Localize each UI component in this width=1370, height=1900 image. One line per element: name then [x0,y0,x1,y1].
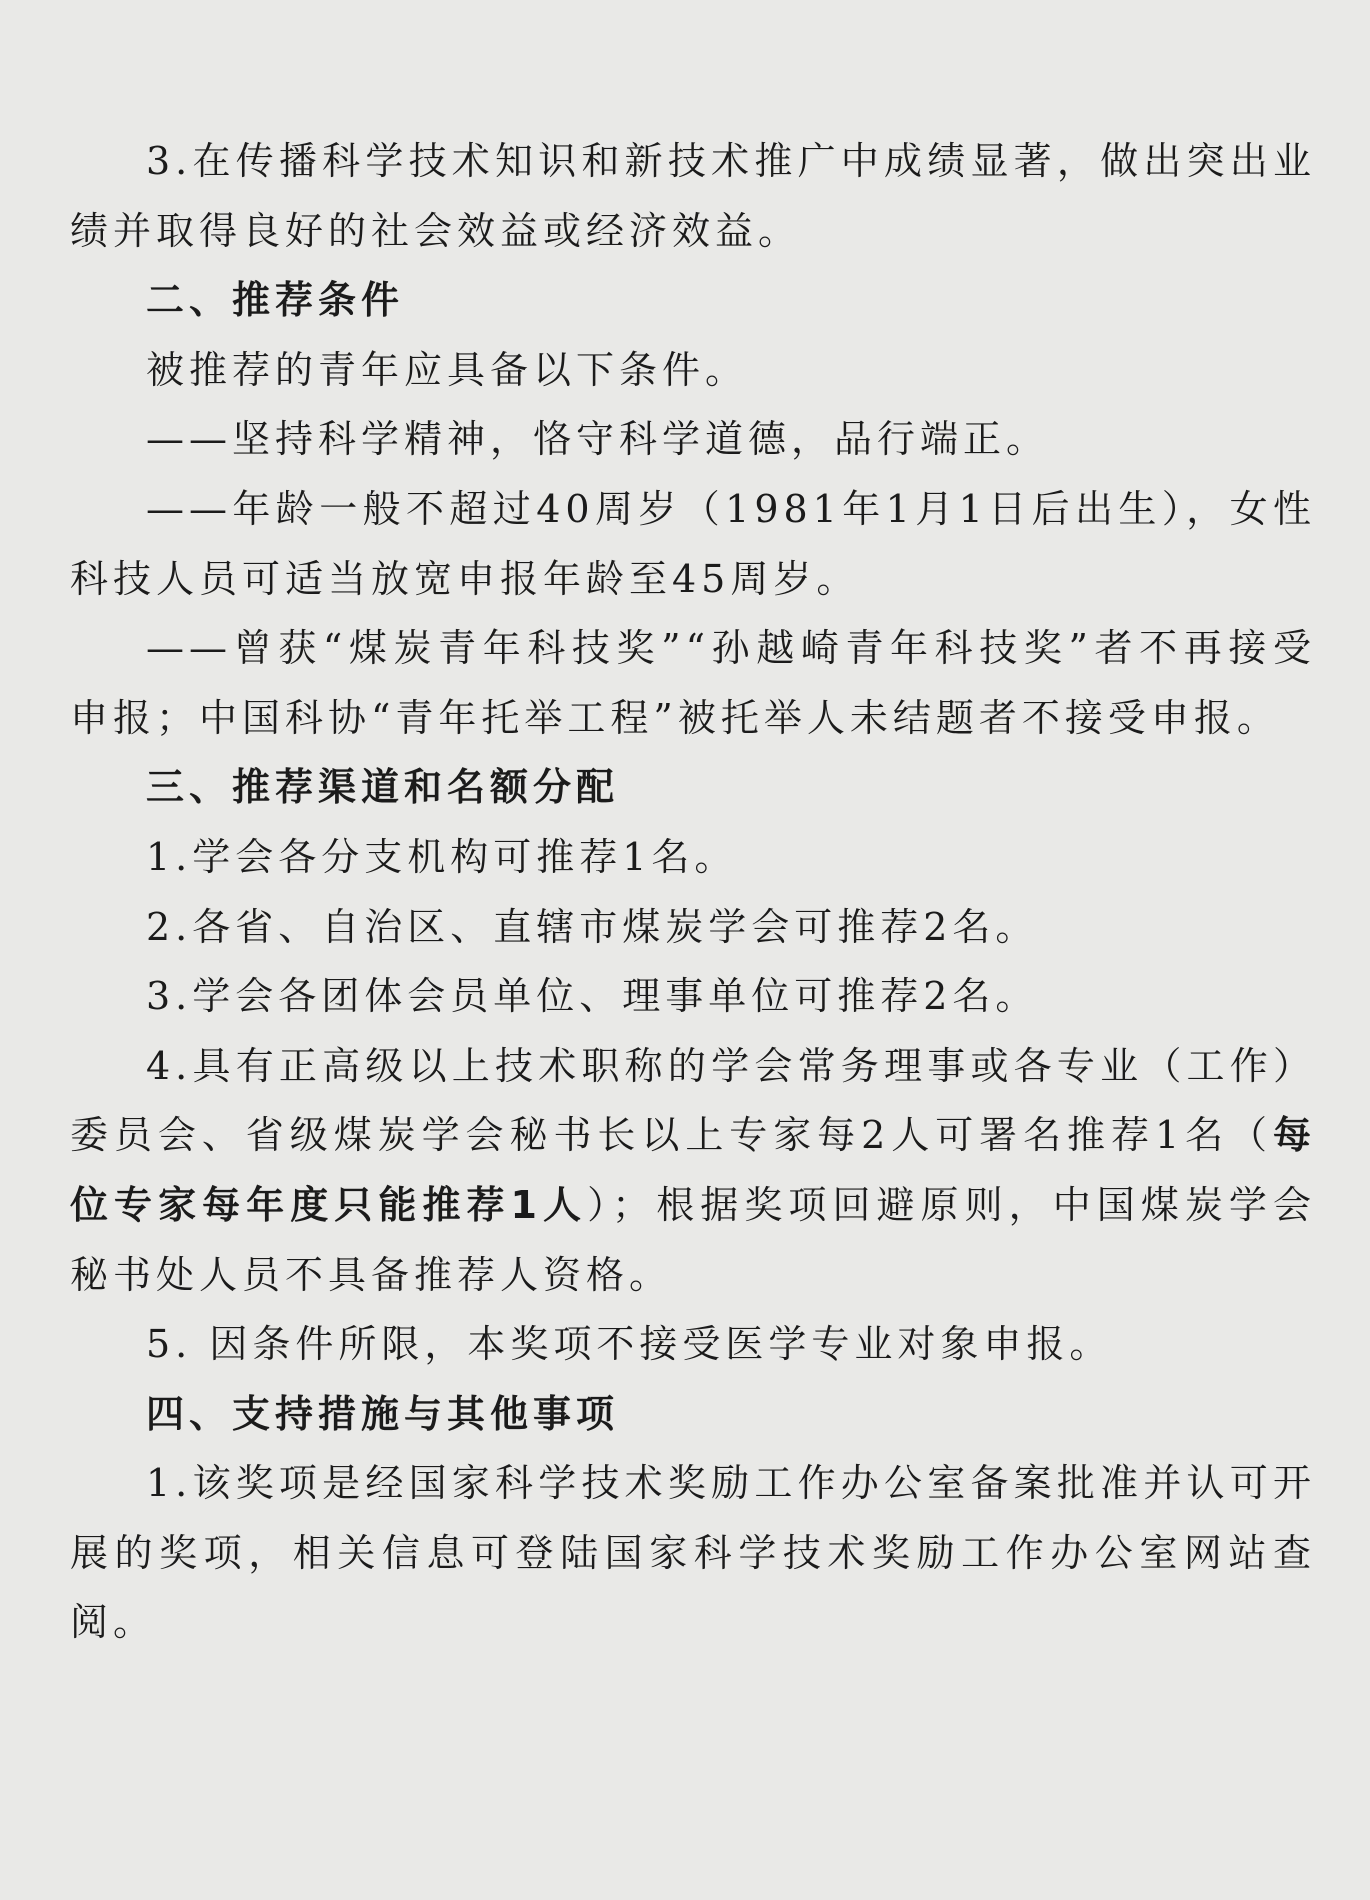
paragraph-item-3: 3.在传播科学技术知识和新技术推广中成绩显著，做出突出业绩并取得良好的社会效益或经济效益。 [70,139,1316,253]
paragraph-condition-ethics: ——坚持科学精神，恪守科学道德，品行端正。 [146,417,1050,462]
paragraph-quota-1: 1.学会各分支机构可推荐1名。 [146,834,738,879]
paragraph-quota-2: 2.各省、自治区、直辖市煤炭学会可推荐2名。 [146,904,1039,949]
paragraph-quota-3: 3.学会各团体会员单位、理事单位可推荐2名。 [146,974,1039,1019]
paragraph-quota-4-text-before: 4.具有正高级以上技术职称的学会常务理事或各专业（工作）委员会、省级煤炭学会秘书长以上专家每2人可署名推荐1名（ [70,1043,1316,1158]
section-heading-2: 二、推荐条件 [146,278,405,323]
paragraph-condition-age: ——年龄一般不超过40周岁（1981年1月1日后出生），女性科技人员可适当放宽申报年龄至45周岁。 [70,486,1316,601]
paragraph-quota-4-text-after: ）；根据奖项回避原则，中国煤炭学会秘书处人员不具备推荐人资格。 [70,1182,1316,1297]
section-heading-4: 四、支持措施与其他事项 [146,1391,620,1436]
paragraph-quota-4 [70,1032,1316,1310]
paragraph-condition-previous-awards: ——曾获“煤炭青年科技奖”“孙越崎青年科技奖”者不再接受申报；中国科协“青年托举工程”被托举人未结题者不接受申报。 [70,626,1316,740]
section-heading-3: 三、推荐渠道和名额分配 [146,765,620,810]
paragraph-quota-4-bold-note: 每位专家每年度只能推荐1人 [70,1113,1316,1227]
paragraph-support-1: 1.该奖项是经国家科学技术奖励工作办公室备案批准并认可开展的奖项，相关信息可登陆国家科学技术奖励工作办公室网站查阅。 [70,1461,1316,1645]
paragraph-intro-conditions: 被推荐的青年应具备以下条件。 [146,347,749,392]
paragraph-quota-5: 5. 因条件所限，本奖项不接受医学专业对象申报。 [146,1322,1113,1367]
